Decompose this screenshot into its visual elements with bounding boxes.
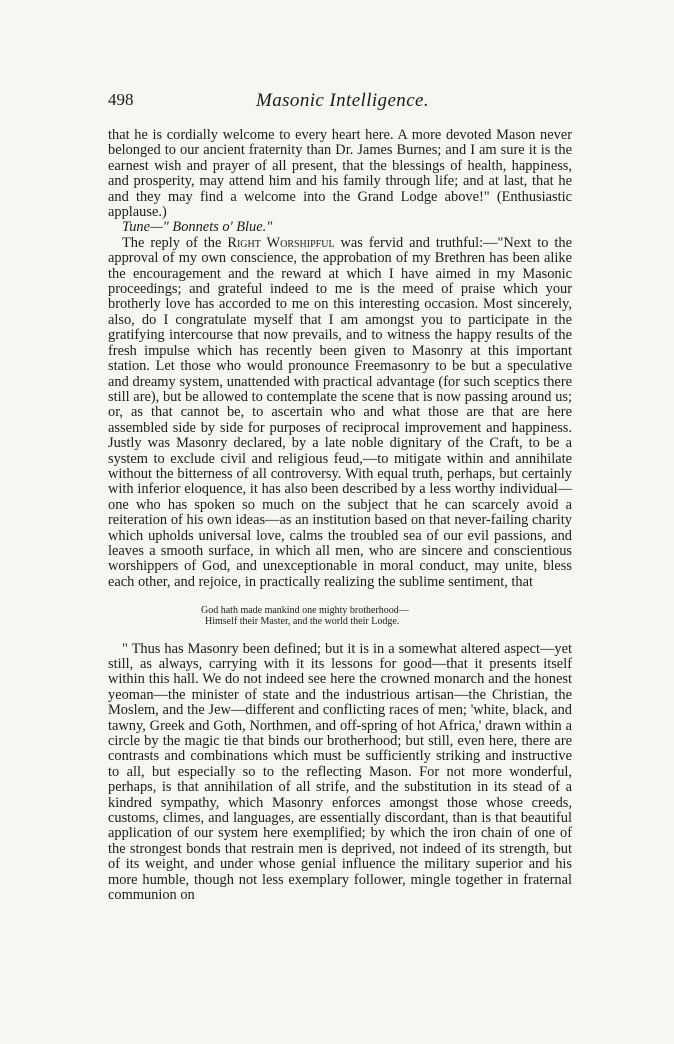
page-number: 498 [108, 90, 134, 109]
paragraph-toast-conclusion: that he is cordially welcome to every heart here. A more devoted Mason never belonged to our ancient fraternity than Dr. James Burnes; and I am sure it is the earnest wish and prayer of all present, that the blessings of health, happiness, and prosperity, may attend him and his family through life; and at last, that he and they may find a welcome into the Grand Lodge above!" (Enthusiastic applause.) [108, 127, 572, 221]
reply-prefix: The reply of the [122, 234, 228, 251]
reply-body: was fervid and truthful:—"Next to the approval of my own conscience, the approbation of my Brethren has been alike the encouragement and the reward at which I have aimed in my Masonic proceedings; and grateful indeed to me is the meed of praise which your brotherly love has accorded to me on this interesting occasion. Most sincerely, also, do I congratulate myself that I am amongst you to participate in the gratifying intercourse that now prevails, and to witness the happy results of the fresh impulse which has recently been given to Masonry at this important station. Let those who would pronounce Freemasonry to be but a speculative and dreamy system, unattended with practical advantage (for such sceptics there still are), but be allowed to contemplate the scene that is now passing around us; or, as that cannot be, to ascertain who and what those are that are here assembled side by side for purposes of reciprocal improvement and happiness. Justly was Masonry declared, by a late noble dignitary of the Craft, to be a system to exclude civil and religious feud,—to mitigate within and annihilate without the bitterness of all controversy. With equal truth, perhaps, but certainly with inferior eloquence, it has also been described by a less worthy individual—one who has spoken so much on the subject that he can scarcely avoid a reiteration of his own ideas—as an institution based on that never-failing charity which upholds universal love, calms the troubled sea of our evil passions, and leaves a smooth surface, in which all men, who are sincere and conscientious worshippers of God, and unexceptionable in moral conduct, may unite, bless each other, and rejoice, in practically realizing the sublime sentiment, that [108, 234, 572, 590]
tune-line [108, 220, 572, 235]
paragraph-reply [108, 236, 572, 590]
verse-line-1: God hath made mankind one mighty brotherhood— [201, 605, 409, 617]
verse-line-2: Himself their Master, and the world their Lodge. [205, 616, 400, 628]
tune-label: Tune [122, 219, 150, 236]
verse-quotation [201, 605, 572, 627]
running-title: Masonic Intelligence. [256, 90, 430, 111]
page-header [108, 90, 572, 112]
paragraph-masonry-defined: " Thus has Masonry been defined; but it is in a somewhat altered aspect—yet still, as always, carrying with it its lessons for good—that it presents itself within this hall. We do not indeed see here the crowned monarch and the honest yeoman—the minister of state and the industrious artisan—the Christian, the Moslem, and the Jew—different and conflicting races of men; 'white, black, and tawny, Greek and Goth, Northmen, and off-spring of hot Africa,' drawn within a circle by the magic tie that binds our brotherhood; but still, even here, there are contrasts and combinations which must be sufficiently striking and instructive to all, but especially so to the reflecting Mason. For not more wonderful, perhaps, is that annihilation of all strife, and the substitution in its stead of a kindred sympathy, which Masonry enforces amongst those whose creeds, customs, climes, and languages, are essentially discordant, than is that beautiful application of our system here exemplified; by which the iron chain of one of the strongest bonds that restrain men is deprived, not indeed of its strength, but of its weight, and under whose genial influence the military superior and his more humble, though not less exemplary follower, mingle together in fraternal communion on [108, 640, 572, 904]
page-body [108, 128, 572, 904]
reply-title-smallcaps: Right Worshipful [227, 234, 335, 251]
tune-text: —" Bonnets o' Blue." [150, 219, 273, 236]
